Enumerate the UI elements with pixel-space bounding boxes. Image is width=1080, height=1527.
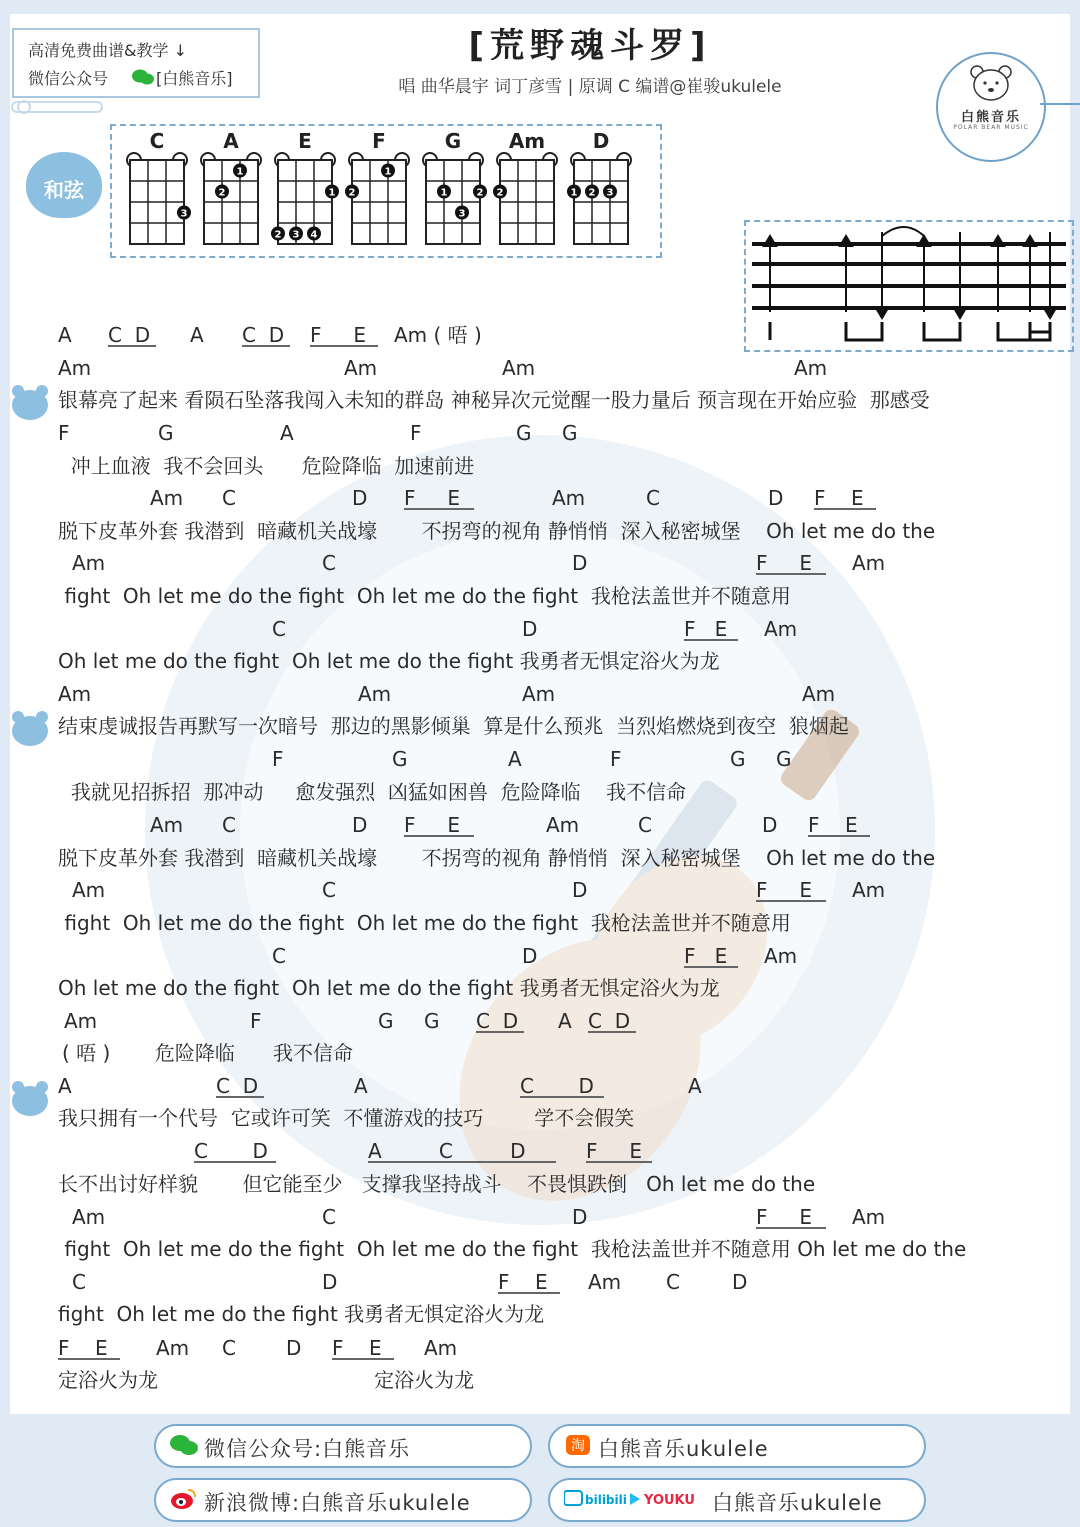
- wechat-icon: [170, 1433, 198, 1457]
- chord: C: [666, 1270, 680, 1294]
- lyric-line: fight Oh let me do the fight Oh let me do the fight 我枪法盖世并不随意用 Oh let me do the: [58, 1237, 967, 1261]
- chord: G: [730, 747, 746, 771]
- chord: E: [629, 1139, 642, 1163]
- bilibili-wordmark: bilibili: [585, 1493, 627, 1507]
- chord: C: [216, 1074, 230, 1098]
- chord: Am: [344, 356, 378, 380]
- chord: D: [268, 323, 285, 347]
- lyric-line: fight Oh let me do the fight Oh let me do the fight 我枪法盖世并不随意用: [58, 584, 791, 608]
- chord: E: [368, 1336, 382, 1360]
- chord-group: [108, 325, 156, 347]
- chord: F: [756, 551, 768, 575]
- chord: C: [272, 617, 286, 641]
- chord: D: [134, 323, 151, 347]
- chord-group: [684, 946, 738, 968]
- chord: D: [502, 1009, 519, 1033]
- chord: D: [522, 617, 538, 641]
- chord-group: [216, 1076, 264, 1098]
- chord: F: [332, 1336, 344, 1360]
- lyric-line: 长不出讨好样貌 但它能至少 支撑我坚持战斗 不畏惧跌倒 Oh let me do the: [58, 1172, 816, 1196]
- chord: D: [510, 1139, 526, 1163]
- finger-number: 2: [274, 229, 282, 241]
- chord: F: [410, 421, 422, 445]
- chord: C: [272, 944, 286, 968]
- finger-number: 1: [570, 187, 578, 199]
- chord: E: [447, 486, 460, 510]
- lyric-line: 我就见招拆招 那冲动 愈发强烈 凶猛如困兽 危险降临 我不信命: [58, 780, 687, 804]
- chord: A: [368, 1139, 382, 1163]
- lyric-line: 脱下皮革外套 我潜到 暗藏机关战壕 不拐弯的视角 静悄悄 深入秘密城堡 Oh let me do the: [58, 846, 936, 870]
- chord: Am: [802, 682, 836, 706]
- wechat-label: 微信公众号:白熊音乐: [204, 1437, 411, 1461]
- chords-badge: [26, 152, 102, 218]
- logo-name: 白熊音乐: [960, 110, 1021, 125]
- chord: D: [572, 1205, 588, 1229]
- verse-marker-icon: [12, 716, 48, 746]
- chord-name: C: [149, 129, 165, 153]
- chord: F: [58, 1336, 70, 1360]
- chord-group: [498, 1272, 560, 1294]
- chord: E: [799, 878, 812, 902]
- chord: E: [714, 944, 728, 968]
- lyric-line: fight Oh let me do the fight Oh let me do the fight 我枪法盖世并不随意用: [58, 911, 791, 935]
- chord-group: [194, 1141, 276, 1163]
- video-platform-logos: [564, 1487, 714, 1511]
- chord-name: F: [372, 129, 386, 153]
- chord-name: D: [592, 129, 610, 153]
- chord: E: [534, 1270, 548, 1294]
- promo-box: [12, 28, 260, 98]
- chord: Am ( 唔 ): [394, 323, 482, 347]
- chord: A: [508, 747, 522, 771]
- chord-diagram-e: [271, 129, 339, 244]
- chord-diagram-c: [127, 129, 191, 244]
- finger-number: 3: [292, 229, 300, 241]
- lyric-line: 银幕亮了起来 看陨石坠落我闯入未知的群岛 神秘异次元觉醒一股力量后 预言现在开始应验 那感受: [58, 388, 930, 412]
- finger-number: 1: [236, 166, 244, 178]
- chord: G: [378, 1009, 394, 1033]
- video-label: 白熊音乐ukulele: [712, 1491, 883, 1515]
- chord: F: [498, 1270, 510, 1294]
- weibo-label: 新浪微博:白熊音乐ukulele: [204, 1491, 471, 1515]
- chord: F: [684, 617, 696, 641]
- chord: Am: [552, 486, 586, 510]
- chord-group: [684, 619, 738, 641]
- logo-rule: [1040, 103, 1080, 105]
- chord: Am: [72, 878, 106, 902]
- finger-number: 3: [180, 208, 188, 220]
- chord-diagram-g: [423, 129, 487, 244]
- chord: Am: [64, 1009, 98, 1033]
- lyric-line: 结束虔诚报告再默写一次暗号 那边的黑影倾巢 算是什么预兆 当烈焰燃烧到夜空 狼烟起: [58, 714, 849, 738]
- chord: F: [58, 421, 70, 445]
- chord: G: [158, 421, 174, 445]
- chord-group: [586, 1141, 652, 1163]
- chord: C: [438, 1139, 453, 1163]
- ukulele-headstock-icon: [10, 96, 110, 118]
- chord-diagram-box: [110, 124, 662, 258]
- taobao-icon: [564, 1433, 592, 1457]
- chord: Am: [358, 682, 392, 706]
- lyric-line: Oh let me do the fight Oh let me do the fight 我勇者无惧定浴火为龙: [58, 976, 720, 1000]
- lyric-line: 冲上血液 我不会回头 危险降临 加速前进: [58, 454, 475, 478]
- chord: Am: [58, 682, 92, 706]
- video-link[interactable]: [548, 1478, 926, 1522]
- chords-label: 和弦: [44, 178, 84, 202]
- chord: F: [404, 813, 416, 837]
- chord-group: [368, 1141, 556, 1163]
- chord: D: [252, 1139, 268, 1163]
- chord: F: [250, 1009, 262, 1033]
- chord-group: [808, 815, 870, 837]
- chord: C: [222, 486, 236, 510]
- finger-number: 1: [440, 187, 448, 199]
- chord: F: [610, 747, 622, 771]
- top-strip: [0, 0, 1080, 14]
- chord: E: [353, 323, 366, 347]
- chord: C: [242, 323, 256, 347]
- chord: F: [808, 813, 820, 837]
- chord: C: [322, 878, 336, 902]
- chord: C: [322, 551, 336, 575]
- chord-diagram-am: [493, 129, 557, 244]
- chord: C: [72, 1270, 86, 1294]
- weibo-link[interactable]: [154, 1478, 532, 1522]
- chord: A: [688, 1074, 702, 1098]
- chord: Am: [546, 813, 580, 837]
- chord: F: [756, 878, 768, 902]
- chord: F: [404, 486, 416, 510]
- chord: Am: [502, 356, 536, 380]
- chord: F: [814, 486, 826, 510]
- chord: E: [714, 617, 728, 641]
- page-title: [荒野魂斗罗]: [468, 26, 712, 66]
- chord: C: [322, 1205, 336, 1229]
- lyric-line: Oh let me do the fight Oh let me do the fight 我勇者无惧定浴火为龙: [58, 649, 720, 673]
- chord: Am: [72, 1205, 106, 1229]
- chord: Am: [150, 486, 184, 510]
- lyric-line: ( 唔 ) 危险降临 我不信命: [62, 1041, 353, 1065]
- finger-number: 2: [496, 187, 504, 199]
- finger-number: 3: [458, 208, 466, 220]
- chord: Am: [72, 551, 106, 575]
- chord-name: A: [223, 129, 239, 153]
- finger-number: 2: [348, 187, 356, 199]
- finger-number: 2: [588, 187, 596, 199]
- svg-text:淘: 淘: [571, 1438, 585, 1454]
- promo-line-2-b: [白熊音乐]: [156, 69, 233, 88]
- chord: A: [558, 1009, 572, 1033]
- chord-diagram-f: [345, 129, 409, 244]
- chord: D: [352, 813, 368, 837]
- chord: D: [572, 878, 588, 902]
- lyric-line: fight Oh let me do the fight 我勇者无惧定浴火为龙: [58, 1302, 545, 1326]
- finger-number: 3: [606, 187, 614, 199]
- chord-group: [332, 1338, 394, 1360]
- chord-group: [404, 488, 474, 510]
- chord: Am: [58, 356, 92, 380]
- taobao-label: 白熊音乐ukulele: [598, 1437, 769, 1461]
- chord: D: [242, 1074, 259, 1098]
- finger-number: 2: [218, 187, 226, 199]
- verse-marker-icon: [12, 390, 48, 420]
- chord: G: [562, 421, 578, 445]
- weibo-icon: [170, 1487, 198, 1511]
- chord: Am: [764, 617, 798, 641]
- chord-group: [588, 1011, 636, 1033]
- finger-number: 4: [310, 229, 318, 241]
- chord: C: [108, 323, 122, 347]
- chord: C: [638, 813, 652, 837]
- chord: F: [586, 1139, 598, 1163]
- chord: A: [58, 323, 72, 347]
- chord-name: G: [444, 129, 462, 153]
- chord: D: [522, 944, 538, 968]
- chord: A: [190, 323, 204, 347]
- brand-logo: [936, 52, 1046, 162]
- chord: D: [572, 551, 588, 575]
- chord: G: [776, 747, 792, 771]
- chord: C: [222, 813, 236, 837]
- chord: F: [272, 747, 284, 771]
- chord: Am: [522, 682, 556, 706]
- promo-line-2: 微信公众号: [28, 69, 109, 88]
- chord: Am: [150, 813, 184, 837]
- chord: Am: [852, 551, 886, 575]
- finger-number: 2: [476, 187, 484, 199]
- chord: C: [476, 1009, 490, 1033]
- chord: E: [799, 551, 812, 575]
- chord-group: [242, 325, 290, 347]
- chord: E: [94, 1336, 108, 1360]
- strum-pattern-diagram: [746, 222, 1072, 350]
- chord-group: [814, 488, 876, 510]
- wechat-link[interactable]: [154, 1424, 532, 1468]
- chord: E: [844, 813, 858, 837]
- chord: Am: [764, 944, 798, 968]
- verse-marker-icon: [12, 1086, 48, 1116]
- chord: Am: [794, 356, 828, 380]
- chord-group: [520, 1076, 604, 1098]
- chord: D: [578, 1074, 594, 1098]
- lyric-line: 定浴火为龙 定浴火为龙: [58, 1368, 475, 1392]
- chord: E: [850, 486, 864, 510]
- chord: A: [280, 421, 294, 445]
- chord: F: [684, 944, 696, 968]
- chord-group: [476, 1011, 524, 1033]
- logo-subtitle: POLAR BEAR MUSIC: [953, 124, 1029, 131]
- chord-group: [58, 1338, 120, 1360]
- chord-group: [404, 815, 474, 837]
- chord: D: [286, 1336, 302, 1360]
- chord: Am: [852, 1205, 886, 1229]
- chord: C: [222, 1336, 236, 1360]
- chord: Am: [424, 1336, 458, 1360]
- strum-pattern-box: [744, 220, 1074, 352]
- chord: Am: [156, 1336, 190, 1360]
- chord: D: [614, 1009, 631, 1033]
- polar-bear-icon: [970, 64, 1012, 102]
- chord: C: [520, 1074, 534, 1098]
- chord: D: [322, 1270, 338, 1294]
- finger-number: 1: [384, 166, 392, 178]
- chord: E: [447, 813, 460, 837]
- lyric-line: 脱下皮革外套 我潜到 暗藏机关战壕 不拐弯的视角 静悄悄 深入秘密城堡 Oh let me do the: [58, 519, 936, 543]
- chord: F: [756, 1205, 768, 1229]
- chord-diagram-d: [567, 129, 631, 244]
- chord-group: [756, 880, 826, 902]
- chord: C: [588, 1009, 602, 1033]
- chord: E: [799, 1205, 812, 1229]
- youku-wordmark: YOUKU: [644, 1493, 695, 1508]
- chord: C: [646, 486, 660, 510]
- chord: D: [352, 486, 368, 510]
- chord-group: [756, 1207, 826, 1229]
- chord: F: [310, 323, 322, 347]
- chord-diagram-a: [201, 129, 261, 244]
- chord: C: [194, 1139, 208, 1163]
- chord: D: [732, 1270, 748, 1294]
- chord: G: [424, 1009, 440, 1033]
- chord-group: [310, 325, 378, 347]
- chord: Am: [588, 1270, 622, 1294]
- chord: G: [392, 747, 408, 771]
- song-credits: 唱 曲华晨宇 词丁彦雪 | 原调 C 编谱@崔骏ukulele: [398, 77, 782, 97]
- chord: D: [768, 486, 784, 510]
- chord: A: [354, 1074, 368, 1098]
- chord: D: [762, 813, 778, 837]
- chord-diagrams: [112, 126, 660, 256]
- chord-group: [756, 553, 826, 575]
- promo-line-1: 高清免费曲谱&教学 ↓: [28, 41, 187, 60]
- chord-name: E: [298, 129, 312, 153]
- finger-number: 1: [328, 187, 336, 199]
- wechat-icon: [132, 68, 154, 86]
- taobao-link[interactable]: [548, 1424, 926, 1468]
- lyric-line: 我只拥有一个代号 它或许可笑 不懂游戏的技巧 学不会假笑: [58, 1106, 635, 1130]
- chord: Am: [852, 878, 886, 902]
- chord: A: [58, 1074, 72, 1098]
- chord: G: [516, 421, 532, 445]
- chord-name: Am: [508, 129, 546, 153]
